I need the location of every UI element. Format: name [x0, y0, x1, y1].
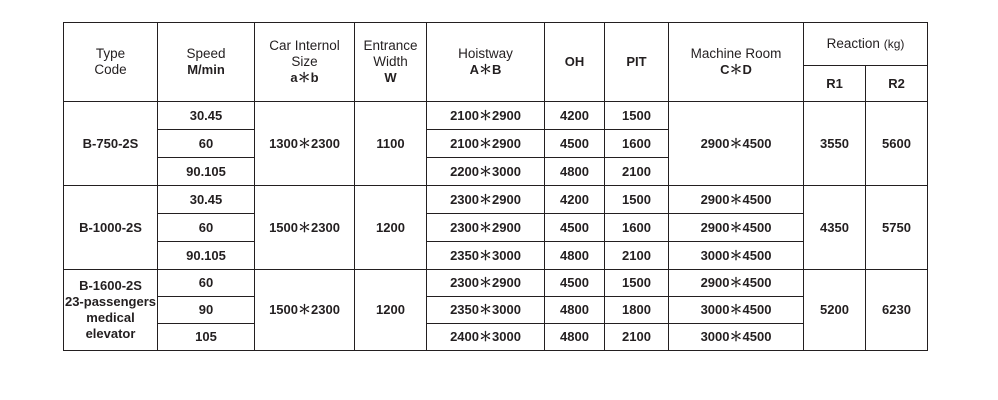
oh-cell: 4500 — [545, 270, 605, 297]
header-oh: OH — [545, 23, 605, 102]
hoistway-cell: 2200＊3000 — [427, 158, 545, 186]
header-pit: PIT — [605, 23, 669, 102]
elevator-spec-table — [63, 22, 928, 351]
machine-room-cell: 2900＊4500 — [669, 102, 804, 186]
table-row — [64, 214, 928, 242]
speed-cell: 60 — [158, 214, 255, 242]
header-hoistway: Hoistway A＊B — [427, 23, 545, 102]
hoistway-cell: 2100＊2900 — [427, 102, 545, 130]
pit-cell: 1500 — [605, 270, 669, 297]
table-row — [64, 270, 928, 297]
machine-room-cell: 3000＊4500 — [669, 297, 804, 324]
speed-cell: 60 — [158, 270, 255, 297]
speed-cell: 90.105 — [158, 242, 255, 270]
header-speed: Speed M/min — [158, 23, 255, 102]
oh-cell: 4800 — [545, 242, 605, 270]
hoistway-cell: 2100＊2900 — [427, 130, 545, 158]
hoistway-cell: 2400＊3000 — [427, 324, 545, 351]
oh-cell: 4800 — [545, 158, 605, 186]
pit-cell: 1500 — [605, 102, 669, 130]
header-machine-room: Machine Room C＊D — [669, 23, 804, 102]
table-row — [64, 324, 928, 351]
header-reaction: Reaction (kg) — [804, 23, 928, 66]
oh-cell: 4200 — [545, 102, 605, 130]
pit-cell: 1600 — [605, 130, 669, 158]
table-row — [64, 242, 928, 270]
hoistway-cell: 2350＊3000 — [427, 297, 545, 324]
type-code-cell: B-1000-2S — [64, 186, 158, 270]
type-code-cell: B-1600-2S 23-passengers medical elevator — [64, 270, 158, 351]
r2-cell: 6230 — [866, 270, 928, 351]
speed-cell: 90 — [158, 297, 255, 324]
pit-cell: 1500 — [605, 186, 669, 214]
header-type-code: Type Code — [64, 23, 158, 102]
machine-room-cell: 3000＊4500 — [669, 242, 804, 270]
hoistway-cell: 2300＊2900 — [427, 270, 545, 297]
speed-cell: 30.45 — [158, 186, 255, 214]
pit-cell: 2100 — [605, 242, 669, 270]
entrance-cell: 1100 — [355, 102, 427, 186]
type-code-cell: B-750-2S — [64, 102, 158, 186]
header-r2: R2 — [866, 66, 928, 102]
pit-cell: 1800 — [605, 297, 669, 324]
car-size-cell: 1500＊2300 — [255, 186, 355, 270]
machine-room-cell: 2900＊4500 — [669, 214, 804, 242]
table-row — [64, 102, 928, 130]
pit-cell: 2100 — [605, 158, 669, 186]
hoistway-cell: 2350＊3000 — [427, 242, 545, 270]
r1-cell: 3550 — [804, 102, 866, 186]
oh-cell: 4800 — [545, 324, 605, 351]
entrance-cell: 1200 — [355, 270, 427, 351]
machine-room-cell: 3000＊4500 — [669, 324, 804, 351]
oh-cell: 4500 — [545, 130, 605, 158]
hoistway-cell: 2300＊2900 — [427, 186, 545, 214]
entrance-cell: 1200 — [355, 186, 427, 270]
speed-cell: 60 — [158, 130, 255, 158]
oh-cell: 4200 — [545, 186, 605, 214]
r2-cell: 5600 — [866, 102, 928, 186]
speed-cell: 90.105 — [158, 158, 255, 186]
machine-room-cell: 2900＊4500 — [669, 186, 804, 214]
machine-room-cell: 2900＊4500 — [669, 270, 804, 297]
header-entrance-width: Entrance Width W — [355, 23, 427, 102]
header-r1: R1 — [804, 66, 866, 102]
oh-cell: 4800 — [545, 297, 605, 324]
speed-cell: 30.45 — [158, 102, 255, 130]
car-size-cell: 1300＊2300 — [255, 102, 355, 186]
car-size-cell: 1500＊2300 — [255, 270, 355, 351]
r1-cell: 5200 — [804, 270, 866, 351]
r1-cell: 4350 — [804, 186, 866, 270]
table-row — [64, 297, 928, 324]
pit-cell: 1600 — [605, 214, 669, 242]
oh-cell: 4500 — [545, 214, 605, 242]
header-car-size: Car Internol Size a＊b — [255, 23, 355, 102]
r2-cell: 5750 — [866, 186, 928, 270]
pit-cell: 2100 — [605, 324, 669, 351]
speed-cell: 105 — [158, 324, 255, 351]
table-row — [64, 186, 928, 214]
hoistway-cell: 2300＊2900 — [427, 214, 545, 242]
